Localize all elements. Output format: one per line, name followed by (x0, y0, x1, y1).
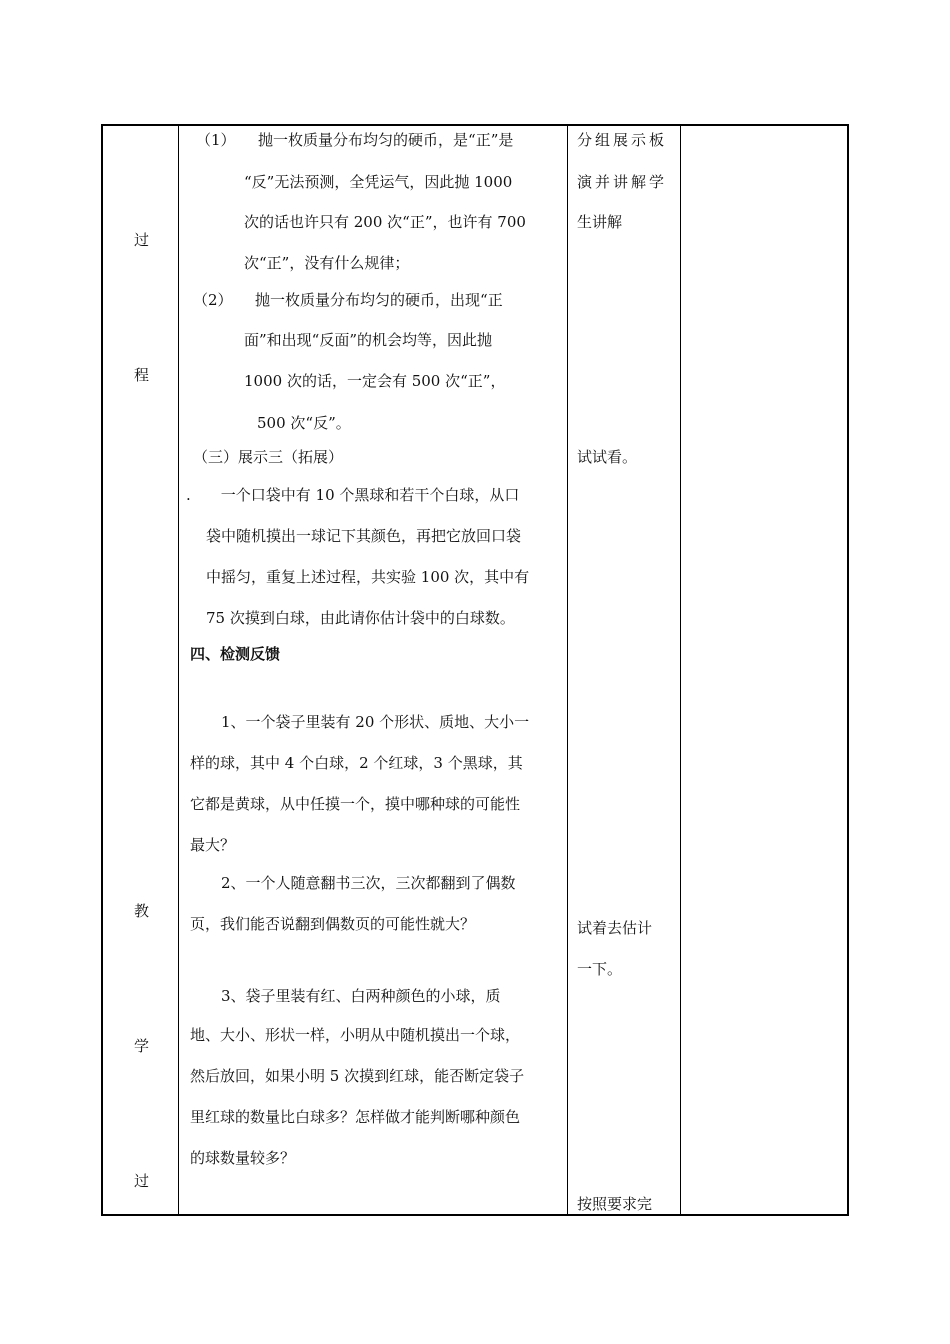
content-line: 1000 次的话，一定会有 500 次“正”， (244, 372, 506, 390)
column-divider (567, 126, 568, 1214)
activity-line: 演并讲解学 (577, 173, 668, 191)
activity-line: 生讲解 (577, 213, 623, 231)
activity-line: 试试看。 (577, 448, 638, 466)
activity-line: 试着去估计 (577, 919, 653, 937)
content-line: 75 次摸到白球，由此请你估计袋中的白球数。 (206, 609, 515, 627)
content-line: （2） 抛一枚质量分布均匀的硬币，出现“正 (193, 291, 503, 309)
stage-label-char: 教 (134, 902, 150, 920)
content-line: 500 次“反”。 (257, 414, 351, 432)
question-line: 的球数量较多？ (190, 1149, 296, 1167)
activity-line: 按照要求完 (577, 1195, 653, 1213)
question-line: 它都是黄球，从中任摸一个，摸中哪种球的可能性 (190, 795, 521, 813)
stage-label-char: 程 (134, 366, 150, 384)
column-divider (680, 126, 681, 1214)
question-line: 然后放回，如果小明 5 次摸到红球，能否断定袋子 (190, 1067, 525, 1085)
section-heading: （三）展示三（拓展） (193, 448, 344, 466)
question-line: 里红球的数量比白球多？怎样做才能判断哪种颜色 (190, 1108, 521, 1126)
content-line: 次的话也许只有 200 次“正”，也许有 700 (244, 213, 526, 231)
column-divider (178, 126, 179, 1214)
stage-label-char: 学 (134, 1037, 150, 1055)
question-line: 页，我们能否说翻到偶数页的可能性就大？ (190, 915, 476, 933)
question-line: 1、一个袋子里装有 20 个形状、质地、大小一 (221, 713, 530, 731)
content-line: 中摇匀，重复上述过程，共实验 100 次，其中有 (206, 568, 530, 586)
lesson-table (101, 124, 849, 1216)
content-line: . 一个口袋中有 10 个黑球和若干个白球，从口 (186, 486, 520, 504)
question-line: 3、袋子里装有红、白两种颜色的小球，质 (221, 987, 501, 1005)
activity-line: 分组展示板 (577, 131, 668, 149)
question-line: 样的球，其中 4 个白球，2 个红球，3 个黑球，其 (190, 754, 523, 772)
section-heading: 四、检测反馈 (190, 645, 281, 663)
content-line: 袋中随机摸出一球记下其颜色，再把它放回口袋 (206, 527, 522, 545)
content-line: （1） 抛一枚质量分布均匀的硬币，是“正”是 (196, 131, 514, 149)
stage-label-char: 过 (134, 1172, 150, 1190)
stage-label-char: 过 (134, 231, 150, 249)
question-line: 2、一个人随意翻书三次，三次都翻到了偶数 (221, 874, 516, 892)
question-line: 地、大小、形状一样，小明从中随机摸出一个球， (190, 1026, 521, 1044)
content-line: “反”无法预测，全凭运气，因此抛 1000 (244, 173, 513, 191)
activity-line: 一下。 (577, 960, 623, 978)
content-line: 次“正”，没有什么规律； (244, 254, 410, 272)
question-line: 最大？ (190, 836, 236, 854)
content-line: 面”和出现“反面”的机会均等，因此抛 (244, 331, 493, 349)
